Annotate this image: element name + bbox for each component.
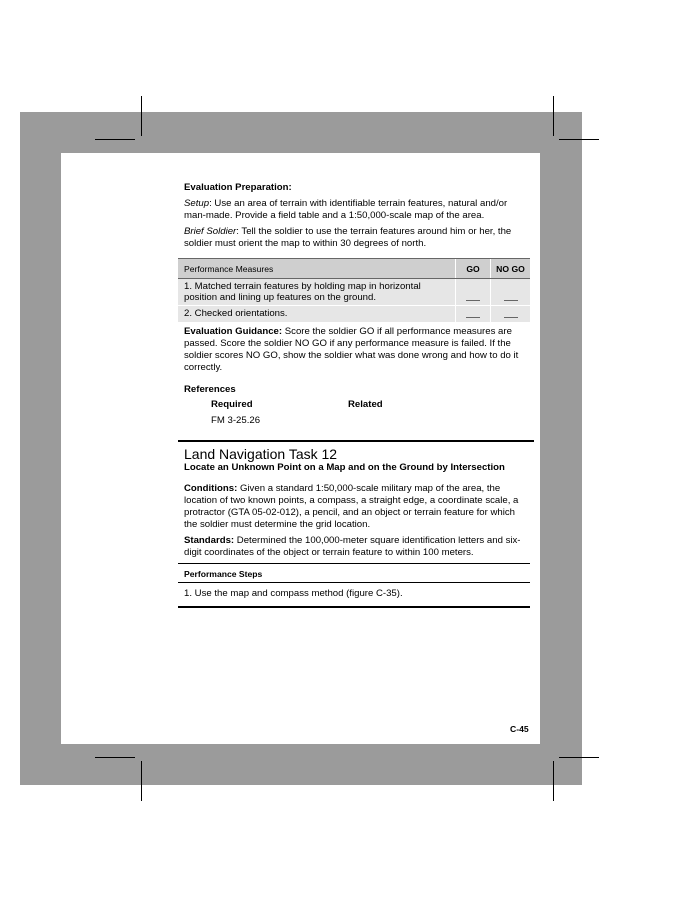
performance-steps-section [178,563,530,608]
standards-paragraph [184,535,529,559]
measure-text: 1. Matched terrain features by holding map in horizontal position and lining up features on the ground. [178,279,456,306]
evaluation-guidance-text: Score the soldier GO if all performance measures are passed. Score the soldier NO GO if any performance measure is failed. If the soldier scores NO GO, show the soldier what was done wrong and how to do it correctly. [184,326,519,373]
conditions-label: Conditions: [184,483,238,494]
setup-label: Setup [184,198,210,209]
task-header [178,440,534,473]
conditions-paragraph [184,483,529,531]
table-row [178,306,530,323]
evaluation-guidance-paragraph [184,326,529,374]
setup-paragraph [184,198,529,222]
table-row [178,279,530,306]
standards-text: Determined the 100,000-meter square identification letters and six-digit coordinates of the object or terrain feature to within 100 meters. [184,535,521,558]
evaluation-preparation-heading: Evaluation Preparation: [184,182,292,193]
references-section [184,384,529,427]
no-go-blank[interactable] [491,306,531,323]
task-subtitle: Locate an Unknown Point on a Map and on the Ground by Intersection [184,462,505,473]
go-blank[interactable] [456,306,491,323]
performance-measures-table [178,258,530,323]
related-label: Related [348,399,383,410]
performance-measures-header: Performance Measures [178,259,456,279]
measure-text: 2. Checked orientations. [178,306,456,323]
conditions-section [184,483,529,559]
performance-steps-header: Performance Steps [178,563,530,583]
go-blank[interactable] [456,279,491,306]
required-label: Required [211,399,253,410]
performance-step-item: 1. Use the map and compass method (figure C-35). [178,583,530,608]
conditions-text: Given a standard 1:50,000-scale military map of the area, the location of two known points, a compass, a straight edge, a coordinate scale, a protractor (GTA 05-02-012), a pencil, and an object or terrain feature for which the soldier must determine the grid location. [184,483,519,530]
crop-mark-bottom-left-h [95,757,135,758]
crop-mark-top-right-h [559,139,599,140]
table-header-row [178,259,530,279]
evaluation-guidance-section [184,326,529,374]
standards-label: Standards: [184,535,235,546]
brief-soldier-text: : Tell the soldier to use the terrain features around him or her, the soldier must orient the map to within 30 degrees of north. [184,226,512,249]
no-go-blank[interactable] [491,279,531,306]
crop-mark-bottom-right-v [553,761,554,801]
evaluation-preparation-section [184,182,529,250]
go-header: GO [456,259,491,279]
no-go-header: NO GO [491,259,531,279]
brief-soldier-label: Brief Soldier [184,226,237,237]
brief-soldier-paragraph [184,226,529,250]
crop-mark-top-left-v [141,96,142,136]
crop-mark-top-left-h [95,139,135,140]
required-reference: FM 3-25.26 [211,415,261,426]
crop-mark-bottom-left-v [141,761,142,801]
evaluation-guidance-label: Evaluation Guidance: [184,326,283,337]
crop-mark-top-right-v [553,96,554,136]
references-columns [184,399,529,415]
crop-mark-bottom-right-h [559,757,599,758]
references-heading: References [184,384,236,395]
setup-text: : Use an area of terrain with identifiable terrain features, natural and/or man-made. Provide a field table and a 1:50,000-scale map of the area. [184,198,508,221]
task-title: Land Navigation Task 12 [184,446,338,462]
page-number: C-45 [510,724,529,734]
